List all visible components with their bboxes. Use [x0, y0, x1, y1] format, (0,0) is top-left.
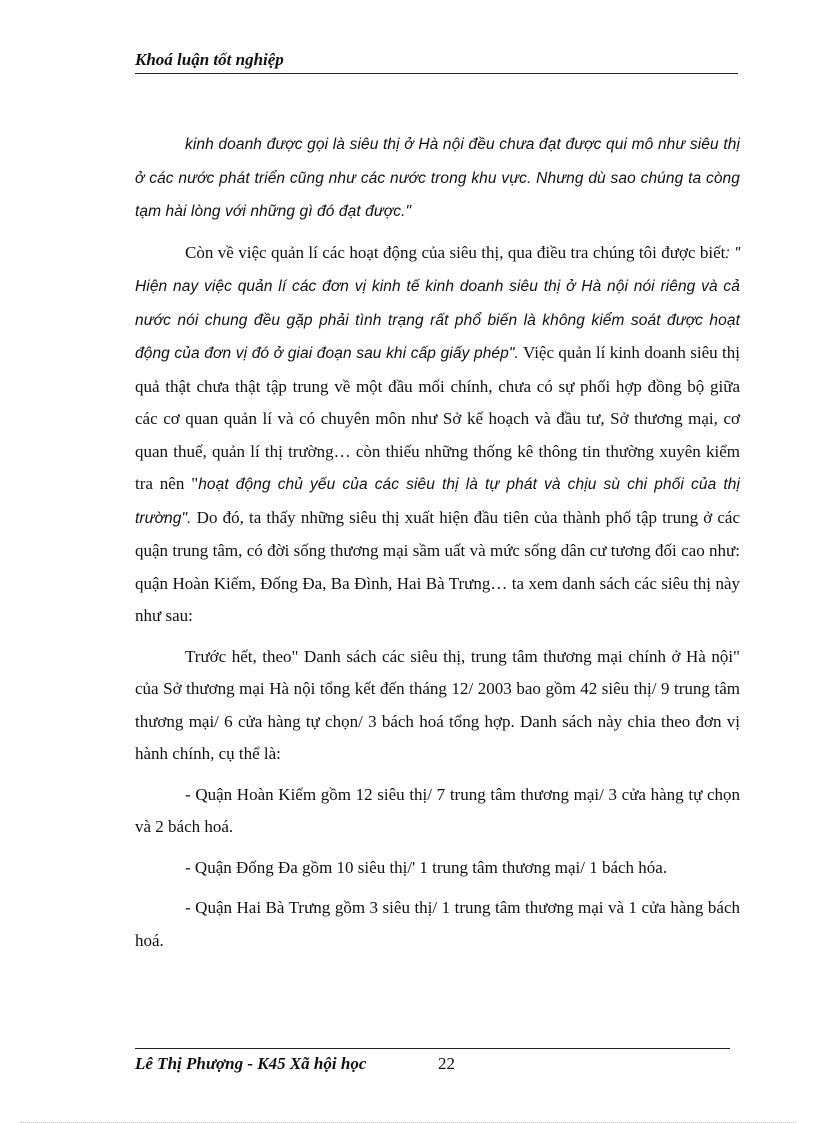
list-item-hai-ba-trung: - Quận Hai Bà Trưng gồm 3 siêu thị/ 1 trung tâm thương mại và 1 cửa hàng bách hoá. — [135, 898, 740, 950]
list-item-hoan-kiem: - Quận Hoàn Kiếm gồm 12 siêu thị/ 7 trung tâm thương mại/ 3 cửa hàng tự chọn và 2 bách hoá. — [135, 784, 740, 836]
header-title: Khoá luận tốt nghiệp — [135, 50, 284, 69]
paragraph-1-italic: kinh doanh được gọi là siêu thị ở Hà nội đều chưa đạt được qui mô như siêu thị ở các nước phát triển cũng như các nước trong khu vực. Nhưng dù sao chúng ta còng tạm hài lòng với những gì đó đạt được." — [135, 136, 740, 220]
list-item-dong-da: - Quận Đống Đa gồm 10 siêu thị/' 1 trung tâm thương mại/ 1 bách hóa. — [185, 857, 668, 877]
paragraph-3: Trước hết, theo" Danh sách các siêu thị, trung tâm thương mại chính ở Hà nội" của Sở thương mại Hà nội tổng kết đến tháng 12/ 2003 bao gồm 42 siêu thị/ 9 trung tâm thương mại/ 6 cửa hàng tự chọn/ 3 bách hoá tổng hợp. Danh sách này chia theo đơn vị hành chính, cụ thể là: — [135, 646, 740, 763]
footer-author: Lê Thị Phượng - K45 Xã hội học — [135, 1054, 367, 1073]
page-footer — [135, 1048, 730, 1074]
paragraph-2-text-2: Việc quản lí kinh doanh siêu thị quả thật chưa thật tập trung về một đầu mối chính, chưa có sự phối hợp đồng bộ giữa các cơ quan quản lí và có chuyên môn như Sở kế hoạch và đầu tư, Sở thương mại, cơ quan thuế, quản lí thị trường… còn thiếu những thống kê thông tin thường xuyên kiểm tra nên " — [135, 343, 740, 493]
body-text — [135, 128, 740, 965]
page-number: 22 — [438, 1054, 455, 1073]
paragraph-2-quote-1: : " Hiện nay việc quản lí các đơn vị kinh tế kinh doanh siêu thị ở Hà nội nói riêng và cả nước nói chung đều gặp phải tình trạng rất phổ biến là không kiểm soát được hoạt động của đơn vị đó ở giai đoạn sau khi cấp giấy phép". — [135, 244, 740, 362]
paragraph-2-quote-2: hoạt động chủ yếu của các siêu thị là tự phát và chịu sù chi phối của thị trường". — [135, 476, 740, 527]
paragraph-1 — [135, 128, 740, 229]
paragraph-2-text-3: Do đó, ta thấy những siêu thị xuất hiện đầu tiên của thành phố tập trung ở các quận trung tâm, có đời sống thương mại sầm uất và mức sống dân cư tương đối cao như: quận Hoàn Kiếm, Đống Đa, Ba Đình, Hai Bà Trưng… ta xem danh sách các siêu thị này như sau: — [135, 507, 740, 625]
paragraph-2 — [135, 237, 740, 633]
page-header — [135, 50, 738, 74]
paragraph-2-text-1: Còn về việc quản lí các hoạt động của siêu thị, qua điều tra chúng tôi được biết — [185, 242, 726, 262]
